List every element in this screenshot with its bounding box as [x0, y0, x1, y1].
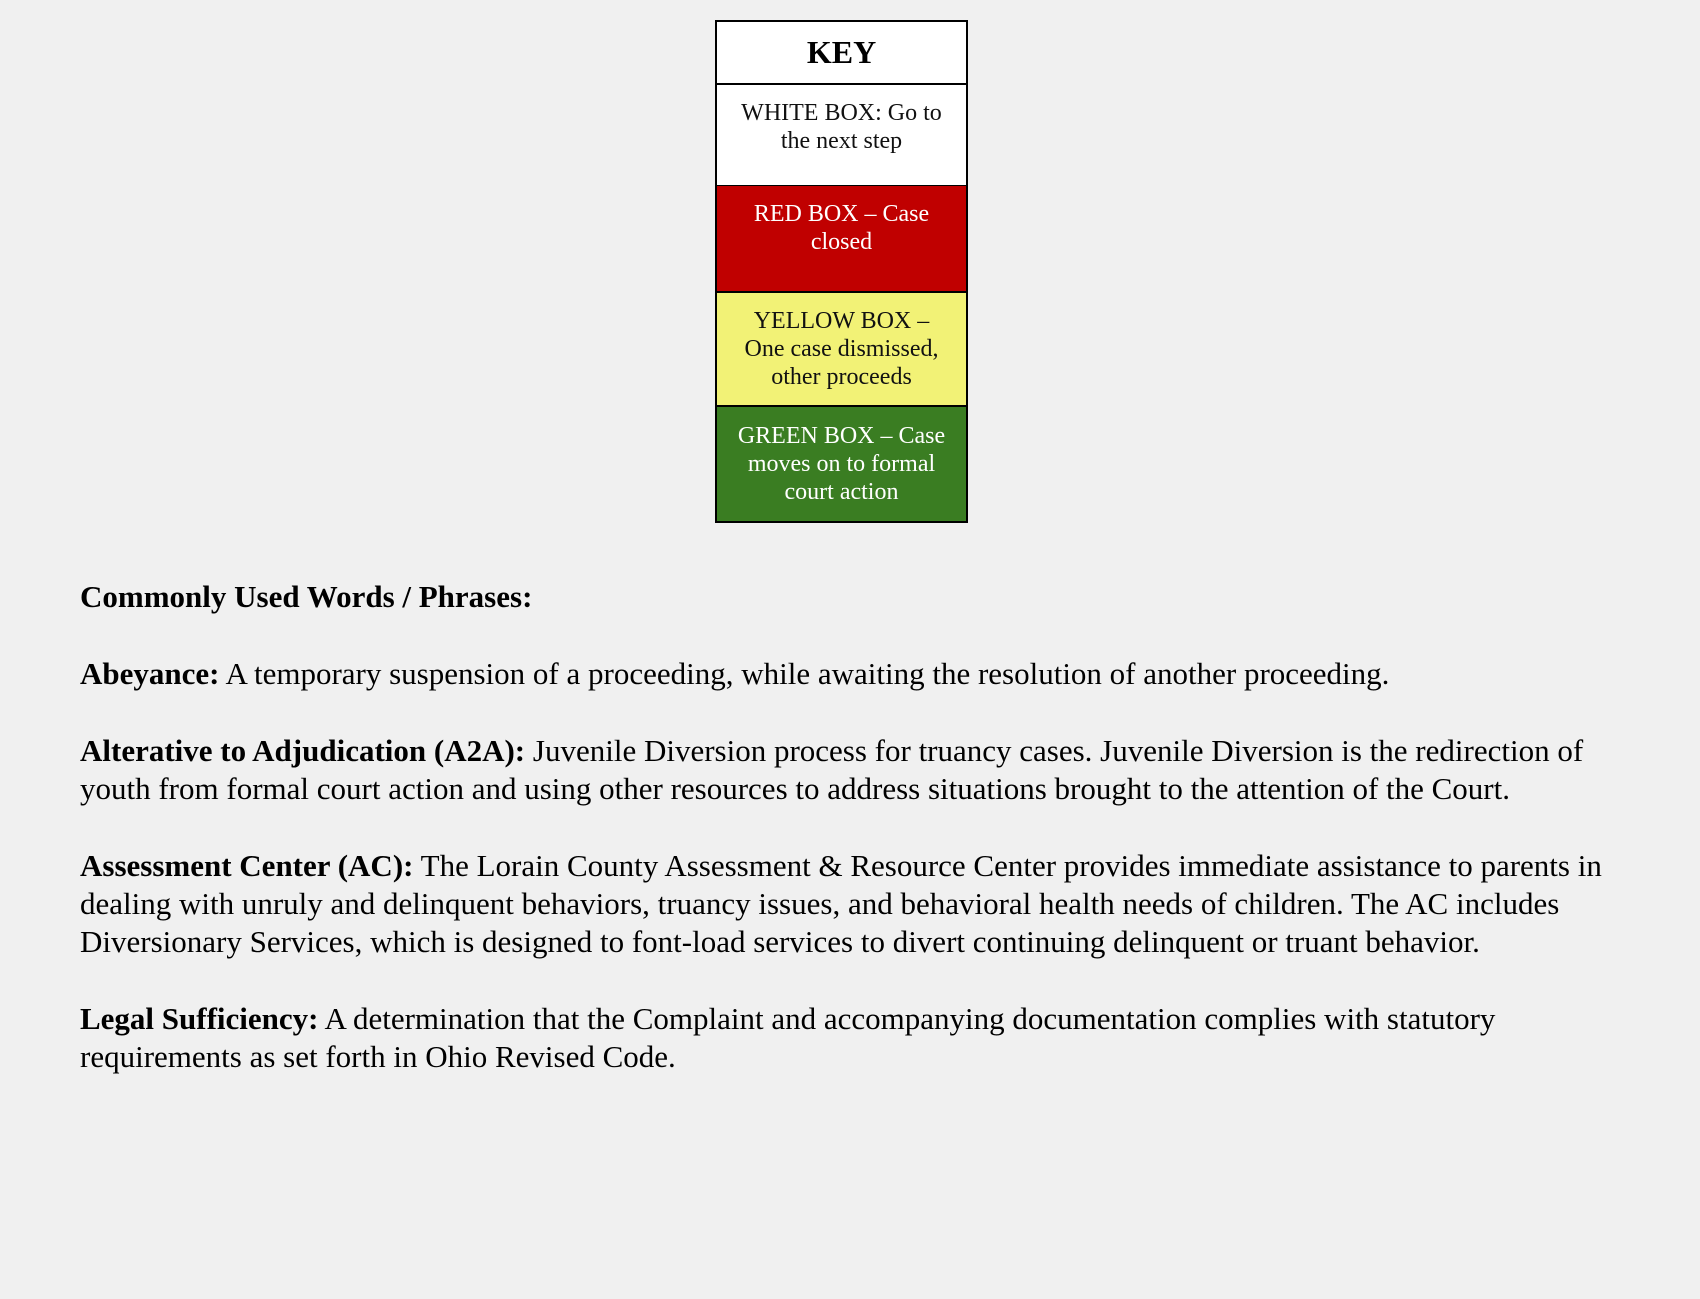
key-yellow-box: YELLOW BOX – One case dismissed, other proceeds — [717, 291, 966, 407]
term-definition: Juvenile Diversion process for truancy cases. Juvenile Diversion is the redirection of youth from formal court action and using other resources to address situations brought to the attention of the Court. — [80, 733, 1584, 806]
key-green-box: GREEN BOX – Case moves on to formal court action — [717, 407, 966, 521]
key-title: KEY — [717, 22, 966, 85]
term-definition: A temporary suspension of a proceeding, while awaiting the resolution of another proceeding. — [225, 656, 1390, 691]
glossary-entry-abeyance — [80, 655, 1640, 693]
glossary-section — [80, 578, 1640, 1115]
key-red-box: RED BOX – Case closed — [717, 185, 966, 291]
color-key-legend — [715, 20, 968, 523]
term-definition: A determination that the Complaint and accompanying documentation complies with statutory requirements as set forth in Ohio Revised Code. — [80, 1001, 1496, 1074]
glossary-entry-assessment-center — [80, 847, 1640, 961]
key-white-box: WHITE BOX: Go to the next step — [717, 85, 966, 185]
term-definition: The Lorain County Assessment & Resource Center provides immediate assistance to parents in dealing with unruly and delinquent behaviors, truancy issues, and behavioral health needs of children. The AC includes Diversionary Services, which is designed to font-load services to divert continuing delinquent or truant behavior. — [80, 848, 1602, 959]
glossary-entry-a2a — [80, 732, 1640, 808]
glossary-entry-legal-sufficiency — [80, 1000, 1640, 1076]
term-name: Alterative to Adjudication (A2A): — [80, 733, 526, 768]
term-name: Assessment Center (AC): — [80, 848, 414, 883]
term-name: Abeyance: — [80, 656, 220, 691]
glossary-heading: Commonly Used Words / Phrases: — [80, 579, 533, 614]
term-name: Legal Sufficiency: — [80, 1001, 319, 1036]
